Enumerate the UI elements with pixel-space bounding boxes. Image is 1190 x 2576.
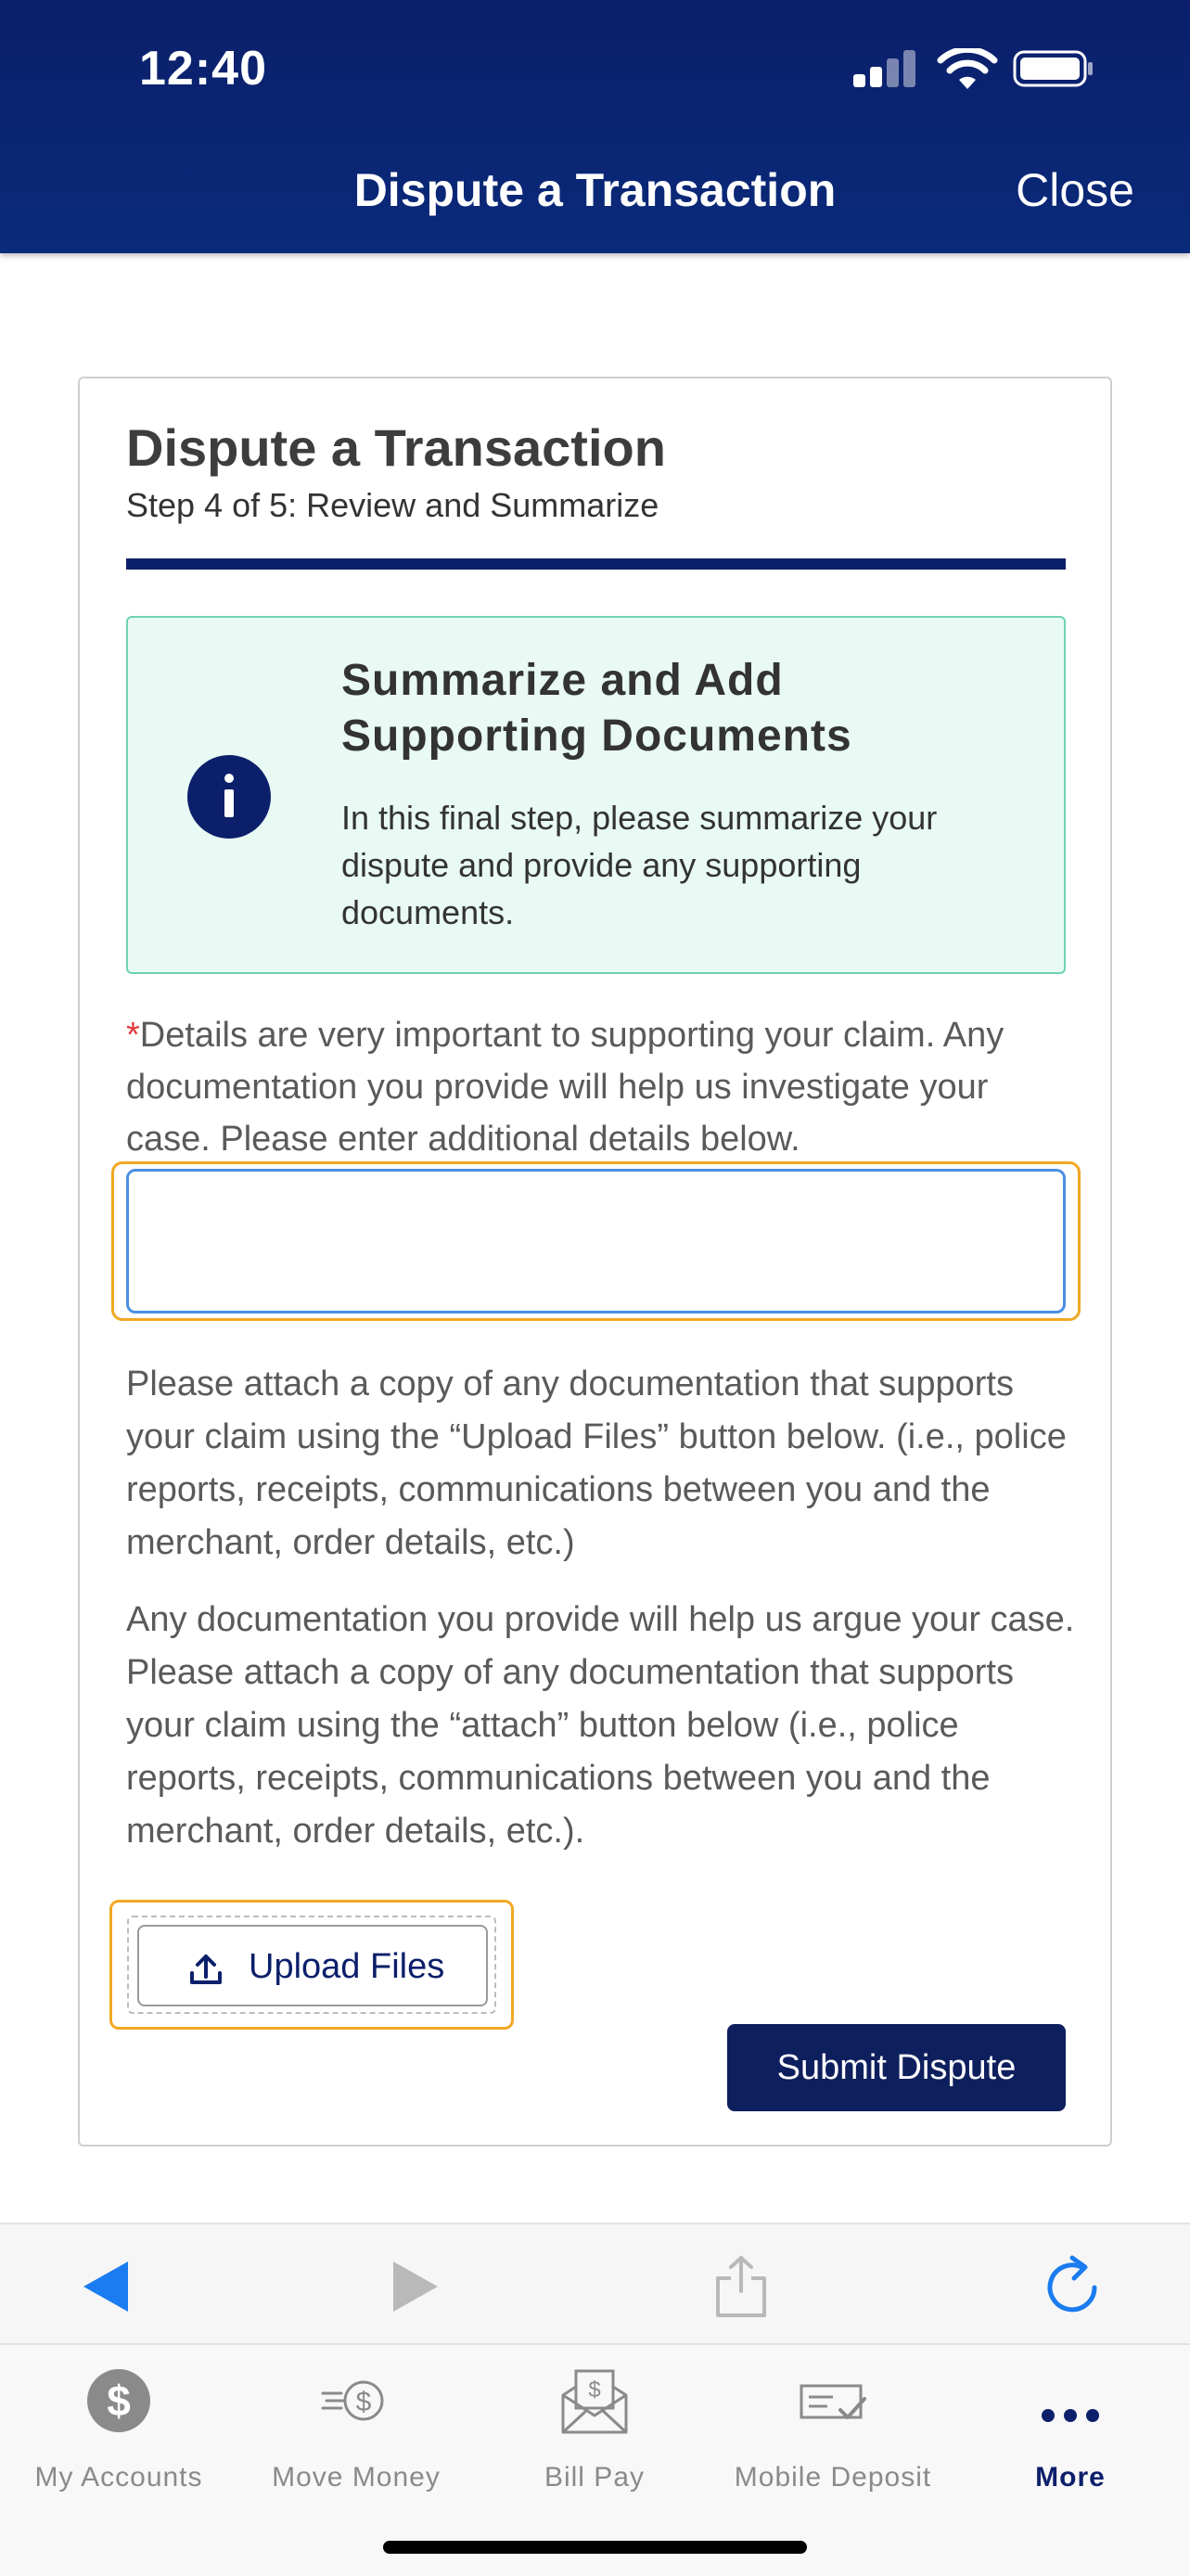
check-deposit-icon <box>796 2364 870 2438</box>
home-indicator[interactable] <box>383 2541 807 2554</box>
upload-instructions: Please attach a copy of any documentation that supports your claim using the “Upload Files” button below. (i.e., police reports, receipts, communications between you and the merchant, order details, etc.) <box>126 1365 1067 1562</box>
info-banner <box>126 616 1066 974</box>
tab-label: My Accounts <box>34 2462 203 2493</box>
cellular-signal-icon <box>853 48 918 89</box>
tab-label: More <box>1035 2462 1106 2493</box>
status-icons <box>853 48 1113 89</box>
more-dots-icon <box>1033 2364 1107 2438</box>
tab-mobile-deposit[interactable] <box>714 2345 952 2512</box>
tab-my-accounts[interactable] <box>0 2345 237 2512</box>
dispute-card <box>78 377 1112 2147</box>
tab-label: Move Money <box>272 2462 441 2493</box>
step-indicator: Step 4 of 5: Review and Summarize <box>126 486 659 524</box>
tab-more[interactable] <box>952 2345 1189 2512</box>
forward-arrow-icon[interactable] <box>382 2254 447 2319</box>
share-icon[interactable] <box>709 2254 774 2319</box>
back-arrow-icon[interactable] <box>74 2254 139 2319</box>
nav-title: Dispute a Transaction <box>353 164 837 216</box>
details-prompt <box>126 1009 1081 1165</box>
tab-bill-pay[interactable] <box>476 2345 713 2512</box>
tab-label: Bill Pay <box>544 2462 646 2493</box>
step-progress-bar <box>126 558 1066 570</box>
browser-toolbar <box>0 2223 1190 2345</box>
wifi-icon <box>937 48 998 91</box>
tab-label: Mobile Deposit <box>734 2462 932 2493</box>
upload-files-label: Upload Files <box>249 1947 445 1986</box>
details-prompt-text: Details are very important to supporting your claim. Any documentation you provide will help us investigate your case. Please enter additional details below. <box>126 1016 1004 1159</box>
required-marker: * <box>126 1016 140 1055</box>
status-time: 12:40 <box>139 42 267 96</box>
info-text: In this final step, please summarize your dispute and provide any supporting documents. <box>341 799 938 931</box>
close-button[interactable]: Close <box>1016 164 1134 216</box>
submit-dispute-button[interactable]: Submit Dispute <box>727 2024 1066 2111</box>
details-input[interactable] <box>126 1169 1066 1314</box>
info-icon <box>187 755 271 839</box>
info-heading: Summarize and Add Supporting Documents <box>341 656 852 761</box>
bill-envelope-icon <box>557 2364 632 2438</box>
svg-text:$: $ <box>355 2387 372 2417</box>
dollar-coin-icon <box>82 2364 156 2438</box>
upload-files-button[interactable] <box>137 1925 488 2006</box>
money-transfer-icon <box>319 2364 393 2438</box>
svg-text:$: $ <box>588 2377 601 2403</box>
upload-icon <box>187 1951 224 1988</box>
battery-icon <box>1013 50 1094 87</box>
app-header <box>0 0 1190 253</box>
reload-icon[interactable] <box>1041 2254 1106 2319</box>
attach-instructions: Any documentation you provide will help us argue your case. Please attach a copy of any documentation that supports your claim using the “attach” button below (i.e., police reports, receipts, communications between you and the merchant, order details, etc.). <box>126 1600 1075 1851</box>
svg-text:$: $ <box>107 2377 131 2425</box>
tab-move-money[interactable] <box>237 2345 475 2512</box>
card-title: Dispute a Transaction <box>126 418 666 477</box>
upload-focus-ring <box>109 1900 514 2030</box>
